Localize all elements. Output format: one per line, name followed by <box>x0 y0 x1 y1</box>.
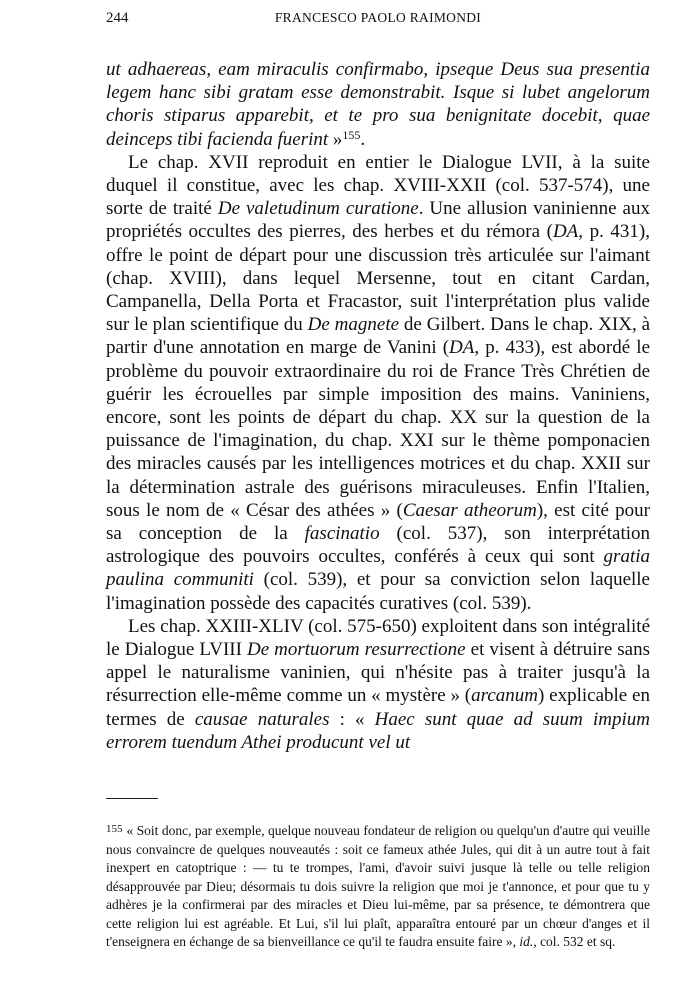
running-head: FRANCESCO PAOLO RAIMONDI <box>274 10 482 25</box>
paragraph-chap-xvii: Le chap. XVII reproduit en entier le Dialogue LVII, à la suite duquel il constitue, avec les chap. XVIII-XXII (col. 537-574), une sorte de traité De valetudinum curatione. Une allusion vaninienne aux propriétés occultes des pierres, des herbes et du rémora (DA, p. 431), offre le point de départ pour une discussion très articulée sur l'aimant (chap. XVIII), dans lequel Mersenne, tout en citant Cardan, Campanella, Della Porta et Fracastor, suit l'interprétation plus valide sur le plan scientifique du De magnete de Gilbert. Dans le chap. XIX, à partir d'une annotation en marge de Vanini (DA, p. 433), est abordé le problème du pouvoir extraordinaire du roi de France Très Chrétien de guérir les écrouelles par simple imposition des mains. Vaniniens, encore, sont les points de départ du chap. XX sur la question de la puissance de l'imagination, du chap. XXI sur le thème pomponacien des miracles causés par les intelligences motrices et du chap. XXII sur la détermination astrale des guérisons miraculeuses. Enfin l'Italien, sous le nom de « César des athées » (Caesar atheorum), est cité pour sa conception de la fascinatio (col. 537), son interprétation astrologique des pouvoirs occultes, conférés à ceux qui sont gratia paulina communiti (col. 539), et pour sa conviction selon laquelle l'imagination possède des capacités curatives (col. 539). <box>106 151 651 614</box>
footnote-separator <box>106 798 158 799</box>
sentence-end: . <box>360 128 366 150</box>
quote-close: » <box>328 128 343 150</box>
page-header <box>106 10 650 32</box>
page-number: 244 <box>106 10 129 26</box>
footnote-reference[interactable]: 155 <box>342 127 361 142</box>
main-text <box>106 58 650 754</box>
footnote-155: $^{155}$ « Soit donc, par exemple, quelque nouveau fondateur de religion ou quelqu'un d'autre qui veuille nous convaincre de quelques nouveautés : soit ce fameux athée Jules, qui dit à un autre tout à fait inexpert en catoptrique : — tu te trompes, l'ami, d'avoir suivi jusque là telle ou telle religion désapprouvée par Dieu; désormais tu dois suivre la religion que moi je t'annonce, et pour que tu y adhères je la confirmerai par des miracles et Dieu lui-même, par sa présence, te démontrera que cette religion lui est agréable. Et Lui, s'il lui plaît, apparaîtra entouré par un chœur d'anges et il t'enseignera en échange de sa bienveillance ce qu'il te faudra ensuite faire », id., col. 532 et sq. <box>106 823 650 949</box>
paragraph-quote-continuation <box>106 58 650 151</box>
footnote-number: 155 <box>106 823 123 835</box>
latin-quote: ut adhaereas, eam miraculis confirmabo, ipseque Deus sua presentia legem hanc sibi gratam esse demonstrabit. Isque si lubet angelorum choris stiparus apparebit, et te pro sua benignitate docebit, quae deinceps tibi facienda fuerint <box>106 59 650 150</box>
paragraph-chap-xxiii: Les chap. XXIII-XLIV (col. 575-650) exploitent dans son intégralité le Dialogue LVIII De mortuorum resurrectione et visent à détruire sans appel le naturalisme vaninien, qui n'hésite pas à traiter jusqu'à la résurrection elle-même comme un « mystère » (arcanum) explicable en termes de causae naturales : « Haec sunt quae ad suum impium errorem tuendum Athei producunt vel ut <box>106 615 651 753</box>
